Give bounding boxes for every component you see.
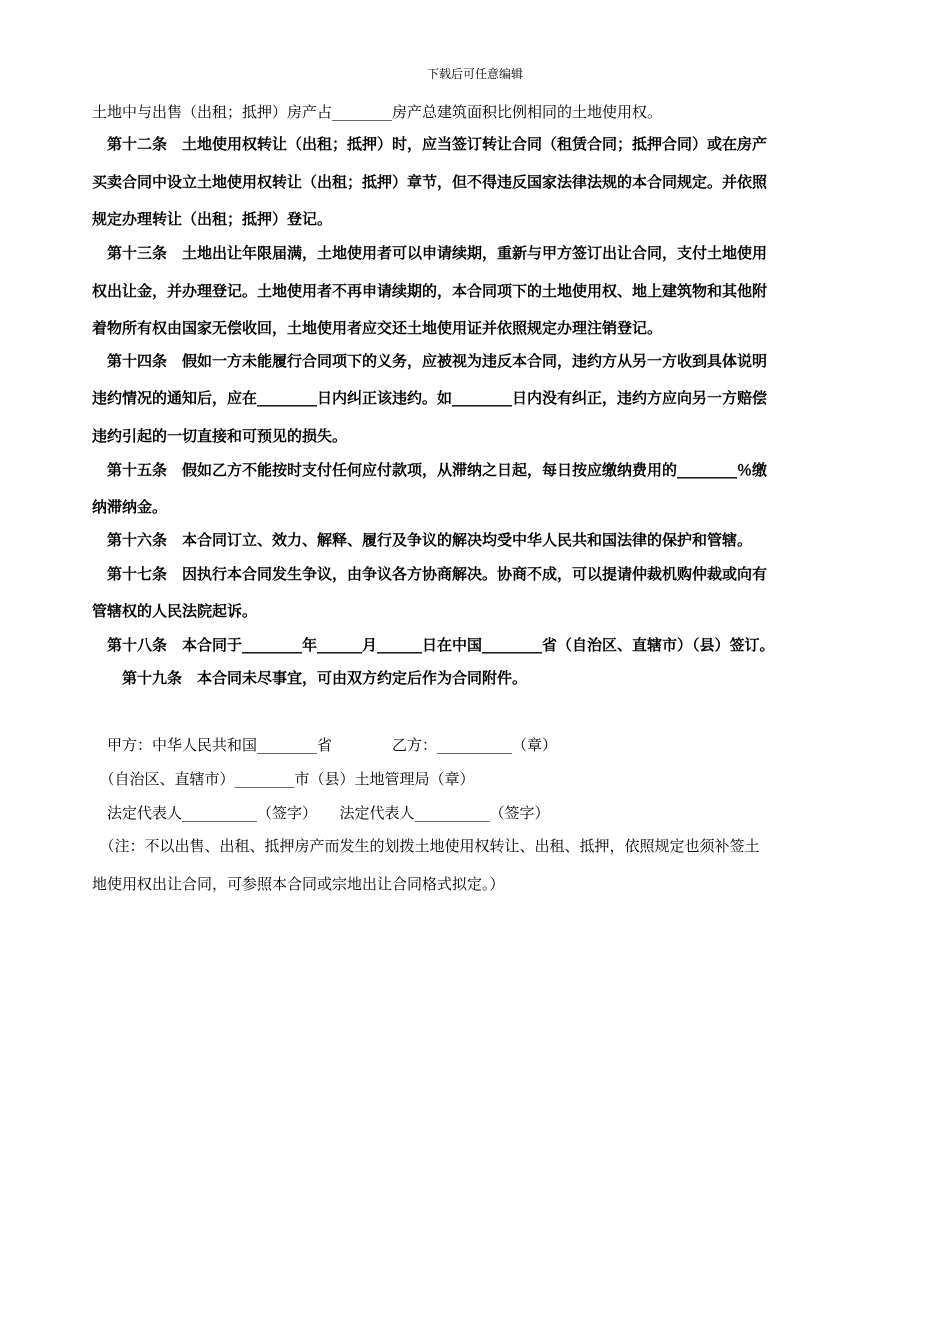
text-line: 甲方：中华人民共和国________省 乙方：__________（章） — [92, 736, 558, 754]
text-line: 第十七条 因执行本合同发生争议，由争议各方协商解决。协商不成，可以提请仲裁机购仲裁或向有 — [92, 565, 768, 583]
text-line: 第十二条 土地使用权转让（出租；抵押）时，应当签订转让合同（租赁合同；抵押合同）或在房产 — [92, 135, 768, 153]
text-line: 第十九条 本合同未尽事宜，可由双方约定后作为合同附件。 — [92, 669, 528, 687]
text-line: 纳滞纳金。 — [92, 498, 168, 516]
text-line: 买卖合同中设立土地使用权转让（出租；抵押）章节，但不得违反国家法律法规的本合同规定。并依照 — [92, 173, 768, 191]
text-line: 第十六条 本合同订立、效力、解释、履行及争议的解决均受中华人民共和国法律的保护和管辖。 — [92, 531, 753, 549]
text-line: 第十三条 土地出让年限届满，土地使用者可以申请续期，重新与甲方签订出让合同，支付土地使用 — [92, 244, 768, 262]
text-line: （注：不以出售、出租、抵押房产而发生的划拨土地使用权转让、出租、抵押，依照规定也须补签土 — [92, 837, 760, 855]
text-line: 第十八条 本合同于________年______月______日在中国________省（自治区、直辖市）（县）签订。 — [92, 636, 775, 654]
text-line: 权出让金，并办理登记。土地使用者不再申请续期的，本合同项下的土地使用权、地上建筑物和其他附 — [92, 282, 768, 300]
text-line: （自治区、直辖市）________市（县）土地管理局（章） — [92, 770, 475, 788]
text-line: 违约引起的一切直接和可预见的损失。 — [92, 427, 348, 445]
text-line: 法定代表人__________（签字） 法定代表人__________（签字） — [92, 804, 550, 822]
text-line: 地使用权出让合同，可参照本合同或宗地出让合同格式拟定。） — [92, 875, 505, 893]
text-line: 土地中与出售（出租；抵押）房产占________房产总建筑面积比例相同的土地使用权。 — [92, 103, 663, 121]
page-header: 下载后可任意编辑 — [426, 67, 523, 81]
text-line: 违约情况的通知后，应在________日内纠正该违约。如________日内没有纠正，违约方应向另一方赔偿 — [92, 389, 768, 407]
text-line: 规定办理转让（出租；抵押）登记。 — [92, 210, 333, 228]
text-line: 第十五条 假如乙方不能按时支付任何应付款项，从滞纳之日起，每日按应缴纳费用的________％缴 — [92, 461, 768, 479]
text-line: 着物所有权由国家无偿收回，土地使用者应交还土地使用证并依照规定办理注销登记。 — [92, 319, 663, 337]
text-line: 管辖权的人民法院起诉。 — [92, 602, 258, 620]
text-line: 第十四条 假如一方未能履行合同项下的义务，应被视为违反本合同，违约方从另一方收到具体说明 — [92, 352, 768, 370]
